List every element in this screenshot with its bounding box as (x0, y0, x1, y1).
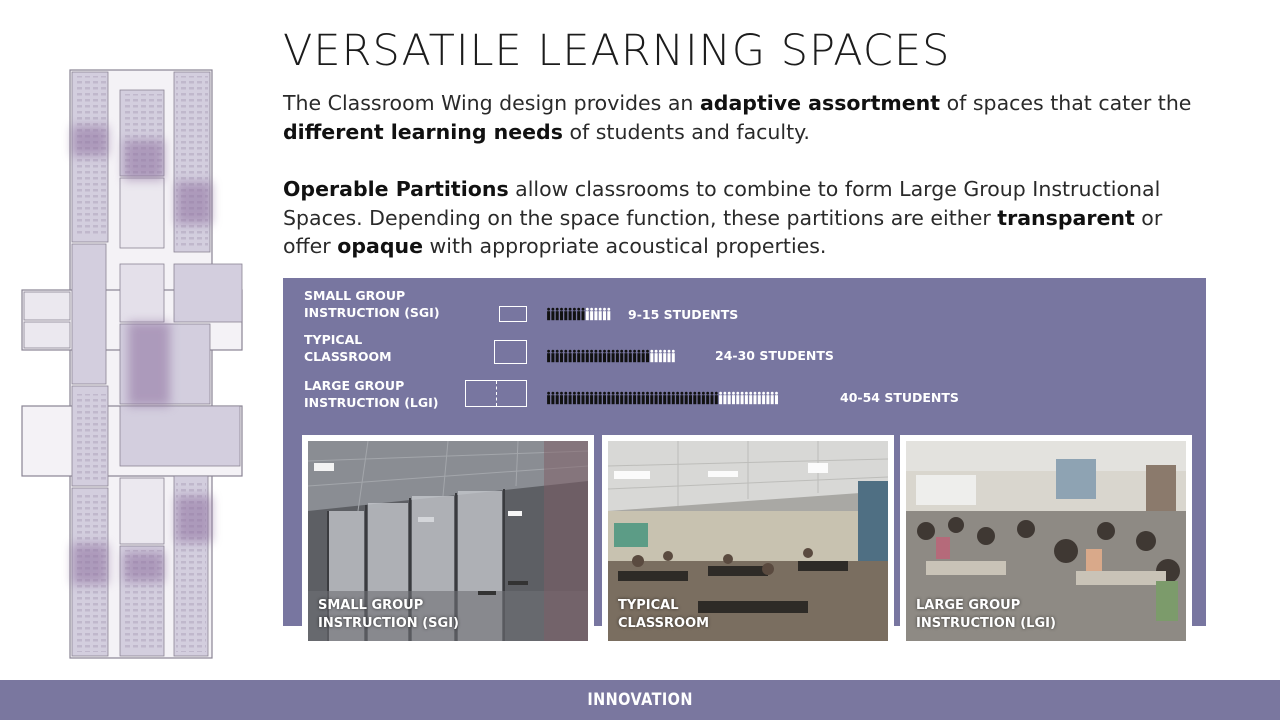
sgi-photo-caption: SMALL GROUP INSTRUCTION (SGI) (318, 598, 459, 631)
student-icon-filled (569, 350, 572, 362)
student-icon-filled (685, 392, 688, 404)
student-icon-filled (594, 392, 597, 404)
student-icon-outline (766, 392, 769, 404)
student-icon-filled (667, 392, 670, 404)
partitions-bold-2: transparent (997, 205, 1135, 230)
student-icon-filled (650, 392, 653, 404)
lgi-room-icon (465, 380, 527, 407)
intro-bold-2: different learning needs (283, 119, 563, 144)
student-icon-filled (698, 392, 701, 404)
partitions-bold-3: opaque (337, 234, 423, 258)
footer-bar (0, 680, 1280, 720)
student-icon-outline (599, 308, 602, 320)
student-icon-filled (603, 350, 606, 362)
student-icon-filled (620, 350, 623, 362)
student-icon-filled (710, 392, 713, 404)
student-icon-filled (612, 350, 615, 362)
student-icon-filled (706, 392, 709, 404)
student-icon-filled (629, 392, 632, 404)
student-icon-filled (581, 392, 584, 404)
student-icon-filled (599, 392, 602, 404)
student-icon-filled (672, 392, 675, 404)
student-icon-outline (594, 308, 597, 320)
student-icon-filled (547, 392, 550, 404)
student-icon-outline (741, 392, 744, 404)
sgi-student-count: 9-15 STUDENTS (628, 307, 739, 322)
student-icon-filled (586, 350, 589, 362)
sgi-room-icon (499, 306, 527, 322)
student-icon-filled (629, 350, 632, 362)
student-icon-filled (633, 350, 636, 362)
student-icon-outline (749, 392, 752, 404)
student-icon-filled (607, 392, 610, 404)
student-icon-outline (590, 308, 593, 320)
partitions-bold-1: Operable Partitions (283, 177, 509, 201)
student-icon-filled (715, 392, 718, 404)
student-icon-outline (732, 392, 735, 404)
student-icon-filled (577, 308, 580, 320)
student-icon-filled (547, 350, 550, 362)
student-icon-filled (556, 308, 559, 320)
classroom-row-label: TYPICAL CLASSROOM (304, 332, 392, 364)
intro-paragraph (283, 89, 1203, 146)
student-icon-filled (646, 392, 649, 404)
student-icon-filled (551, 350, 554, 362)
student-icon-outline (758, 392, 761, 404)
student-icon-filled (624, 392, 627, 404)
student-icon-filled (616, 350, 619, 362)
student-icon-outline (753, 392, 756, 404)
student-icon-filled (642, 392, 645, 404)
student-icon-filled (637, 392, 640, 404)
student-icon-outline (672, 350, 675, 362)
student-icon-outline (745, 392, 748, 404)
student-icon-outline (586, 308, 589, 320)
student-icon-filled (642, 350, 645, 362)
lgi-photo (900, 435, 1192, 643)
student-icon-outline (607, 308, 610, 320)
student-icon-filled (603, 392, 606, 404)
partitions-paragraph (283, 175, 1203, 261)
student-icon-outline (719, 392, 722, 404)
student-icon-filled (637, 350, 640, 362)
lgi-student-icons (547, 391, 781, 405)
intro-text-1: The Classroom Wing design provides an (283, 91, 700, 115)
partition-divider (496, 381, 497, 406)
classroom-photo-caption: TYPICAL CLASSROOM (618, 598, 710, 631)
student-icon-filled (646, 350, 649, 362)
classroom-room-icon (494, 340, 527, 364)
sgi-row-label: SMALL GROUP INSTRUCTION (SGI) (304, 288, 440, 320)
student-icon-filled (560, 350, 563, 362)
student-icon-filled (693, 392, 696, 404)
student-icon-filled (556, 392, 559, 404)
student-icon-outline (728, 392, 731, 404)
student-icon-filled (577, 350, 580, 362)
student-icon-outline (723, 392, 726, 404)
student-icon-filled (702, 392, 705, 404)
floor-plan-image (20, 68, 250, 664)
lgi-row-label: LARGE GROUP INSTRUCTION (LGI) (304, 378, 439, 410)
student-icon-outline (762, 392, 765, 404)
student-icon-filled (616, 392, 619, 404)
partitions-text-2: or offer (283, 205, 1163, 258)
student-icon-filled (620, 392, 623, 404)
student-icon-filled (564, 350, 567, 362)
student-icon-filled (633, 392, 636, 404)
student-icon-filled (676, 392, 679, 404)
student-icon-filled (607, 350, 610, 362)
student-icon-filled (564, 392, 567, 404)
student-icon-filled (599, 350, 602, 362)
student-icon-filled (573, 392, 576, 404)
student-icon-outline (650, 350, 653, 362)
student-icon-filled (569, 392, 572, 404)
partitions-text-3: with appropriate acoustical properties. (423, 234, 827, 258)
student-icon-filled (590, 392, 593, 404)
page-title: VERSATILE LEARNING SPACES (283, 26, 951, 76)
student-icon-filled (680, 392, 683, 404)
sgi-photo (302, 435, 594, 643)
student-icon-filled (573, 350, 576, 362)
student-icon-outline (771, 392, 774, 404)
partitions-text-1: allow classrooms to combine to form Large Group Instructional Spaces. Depending on the space function, these partitions are either (283, 177, 1161, 230)
lgi-photo-caption: LARGE GROUP INSTRUCTION (LGI) (916, 598, 1056, 631)
student-icon-filled (612, 392, 615, 404)
student-icon-filled (689, 392, 692, 404)
student-icon-filled (551, 392, 554, 404)
classroom-student-count: 24-30 STUDENTS (715, 348, 834, 363)
student-icon-filled (582, 308, 585, 320)
classroom-photo (602, 435, 894, 643)
student-icon-outline (775, 392, 778, 404)
student-icon-filled (663, 392, 666, 404)
student-icon-filled (625, 350, 628, 362)
student-icon-filled (573, 308, 576, 320)
lgi-student-count: 40-54 STUDENTS (840, 390, 959, 405)
student-icon-filled (659, 392, 662, 404)
student-icon-filled (590, 350, 593, 362)
footer-label: INNOVATION (587, 690, 693, 710)
student-icon-filled (582, 350, 585, 362)
student-icon-outline (659, 350, 662, 362)
student-icon-filled (560, 308, 563, 320)
intro-bold-1: adaptive assortment (699, 91, 941, 115)
student-icon-filled (586, 392, 589, 404)
student-icon-filled (577, 392, 580, 404)
student-icon-outline (603, 308, 606, 320)
student-icon-outline (655, 350, 658, 362)
intro-text-3: of students and faculty. (562, 119, 810, 144)
student-icon-filled (569, 308, 572, 320)
student-icon-outline (668, 350, 671, 362)
student-icon-filled (547, 308, 550, 320)
classroom-student-icons (547, 349, 678, 363)
intro-text-2: of spaces that cater the (940, 91, 1192, 115)
student-icon-filled (551, 308, 554, 320)
student-icon-filled (564, 308, 567, 320)
student-icon-outline (663, 350, 666, 362)
student-icon-filled (560, 392, 563, 404)
student-icon-filled (556, 350, 559, 362)
sgi-student-icons (547, 307, 614, 321)
student-icon-filled (594, 350, 597, 362)
student-icon-outline (736, 392, 739, 404)
student-icon-filled (655, 392, 658, 404)
